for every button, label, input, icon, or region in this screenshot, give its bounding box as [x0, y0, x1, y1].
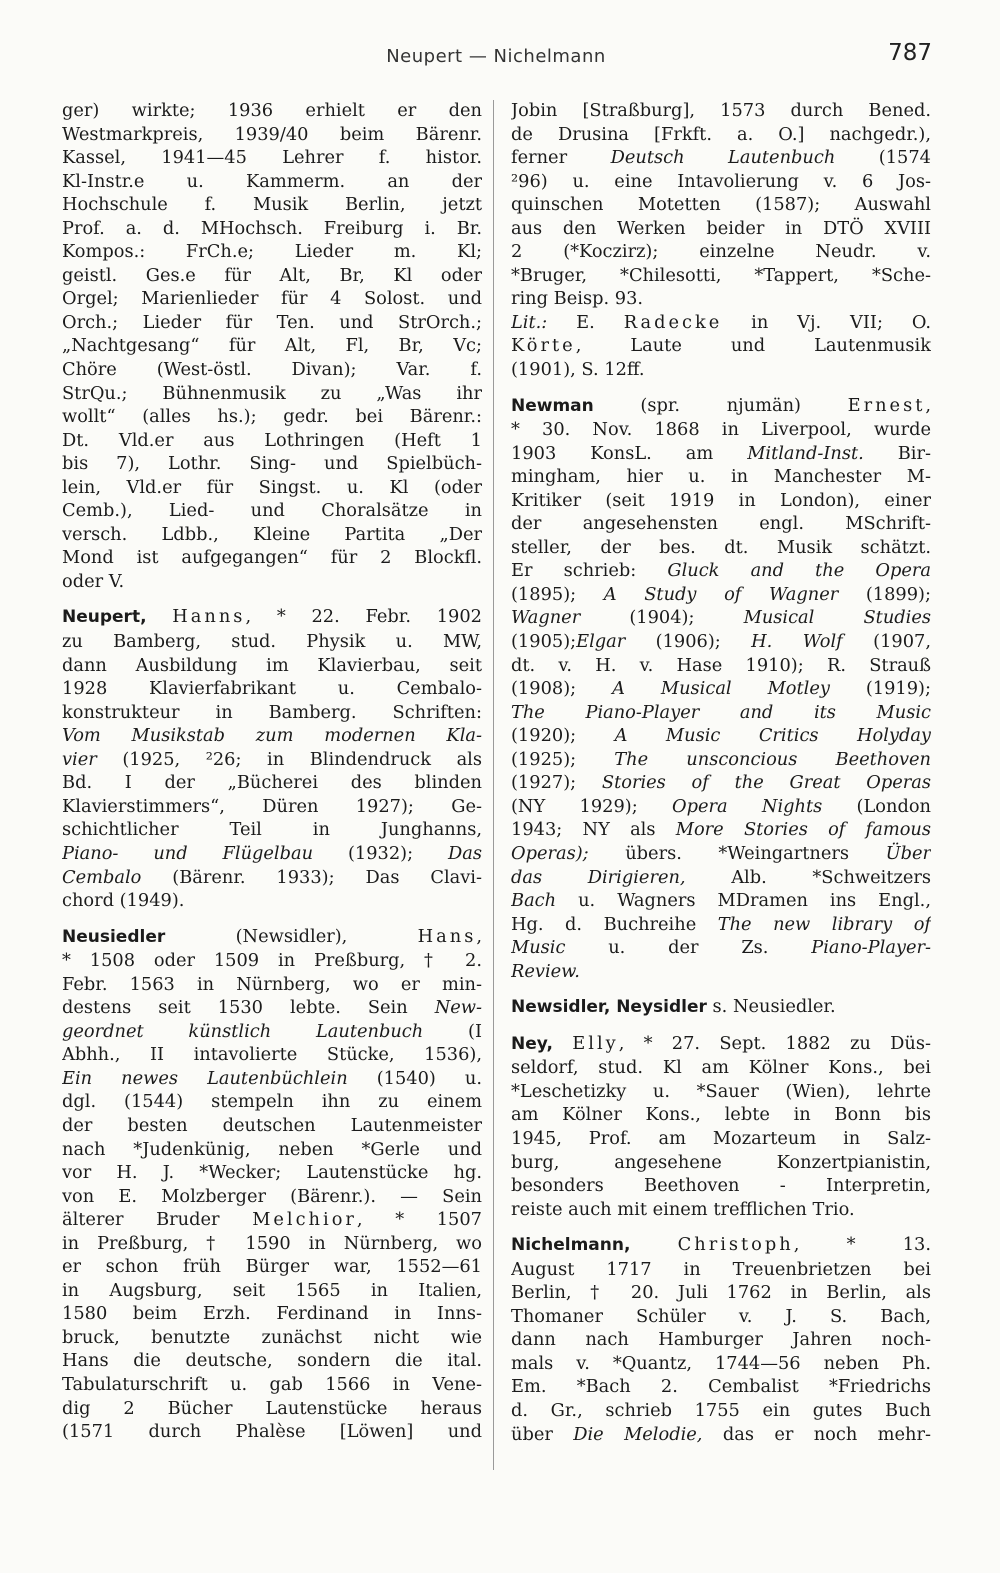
- text-line: Tabulaturschrift u. gab 1566 in Vene-: [62, 1373, 482, 1395]
- title-text: Musical Studies: [743, 607, 931, 629]
- text-line: der besten deutschen Lautenmeister: [62, 1114, 482, 1136]
- text-line: [511, 630, 931, 654]
- text-line: [511, 146, 931, 170]
- title-text: Opera Nights: [672, 795, 823, 817]
- text-line: mingham, hier u. in Manchester M-: [511, 466, 931, 488]
- text-line: [511, 1233, 931, 1258]
- text-line: 2 (*Koczirz); einzelne Neudr. v.: [511, 241, 931, 263]
- text-line: bis 7), Lothr. Sing- und Spielbüch-: [62, 453, 482, 475]
- person-name: Hanns: [172, 606, 246, 628]
- text-run: (1904);: [580, 607, 744, 629]
- text-line: aus den Werken beider in DTÖ XVIII: [511, 217, 931, 239]
- text-run: u. der Zs.: [565, 937, 812, 959]
- text-line: 1928 Klavierfabrikant u. Cembalo-: [62, 678, 482, 700]
- text-line: [62, 925, 482, 950]
- entry-gap: [511, 983, 931, 995]
- text-line: dann Ausbildung im Klavierbau, seit: [62, 654, 482, 676]
- text-line: Thomaner Schüler v. J. S. Bach,: [511, 1305, 931, 1327]
- text-line: * 30. Nov. 1868 in Liverpool, wurde: [511, 419, 931, 441]
- person-name: Elly: [572, 1032, 619, 1054]
- page-header: [60, 40, 932, 80]
- text-run: destens seit 1530 lebte. Sein: [62, 997, 435, 1019]
- title-text: Review.: [511, 960, 580, 982]
- text-run: (1574: [835, 147, 931, 169]
- text-line: [62, 1020, 482, 1044]
- text-line: [511, 442, 931, 466]
- title-text: Piano-Player-: [811, 937, 931, 959]
- person-name: Melchior: [252, 1209, 357, 1231]
- text-run: (1540) u.: [347, 1067, 482, 1089]
- person-name: Ernest: [847, 394, 926, 416]
- title-text: A Study of Wagner: [603, 583, 839, 605]
- text-line: dann nach Hamburger Jahren noch-: [511, 1329, 931, 1351]
- text-line: Klavierstimmers“, Düren 1927); Ge-: [62, 795, 482, 817]
- text-line: * 1508 oder 1509 in Preßburg, † 2.: [62, 950, 482, 972]
- text-line: lein, Vld.er für Singst. u. Kl (oder: [62, 476, 482, 498]
- text-line: 1580 beim Erzh. Ferdinand in Inns-: [62, 1303, 482, 1325]
- text-line: burg, angesehene Konzertpianistin,: [511, 1151, 931, 1173]
- text-line: [511, 866, 931, 890]
- entry-headword: Newman: [511, 395, 594, 416]
- text-line: in Augsburg, seit 1565 in Italien,: [62, 1279, 482, 1301]
- text-line: Mond ist aufgegangen“ für 2 Blockfl.: [62, 547, 482, 569]
- title-text: Bach: [511, 890, 557, 912]
- text-run: , * 22. Febr. 1902: [245, 606, 482, 628]
- text-line: (1571 durch Phalèse [Löwen] und: [62, 1421, 482, 1443]
- text-line: schichtlicher Teil in Junghanns,: [62, 819, 482, 841]
- text-run: [553, 1033, 572, 1054]
- text-line: steller, der bes. dt. Musik schätzt.: [511, 536, 931, 558]
- text-line: mals v. *Quantz, 1744—56 neben Ph.: [511, 1352, 931, 1374]
- text-line: nach *Judenkünig, neben *Gerle und: [62, 1138, 482, 1160]
- title-text: Elgar: [576, 631, 626, 653]
- text-run: (1906);: [625, 631, 752, 653]
- text-run: (1925, ²26; in Blindendruck als: [96, 748, 482, 770]
- text-line: Jobin [Straßburg], 1573 durch Bened.: [511, 100, 931, 121]
- text-line: ²96) u. eine Intavolierung v. 6 Jos-: [511, 170, 931, 192]
- text-line: [511, 394, 931, 419]
- text-run: (1905);: [511, 631, 577, 653]
- text-line: seldorf, stud. Kl am Kölner Kons., bei: [511, 1057, 931, 1079]
- text-line: bruck, benutzte zunächst nicht wie: [62, 1326, 482, 1348]
- text-line: Kritiker (seit 1919 in London), einer: [511, 489, 931, 511]
- text-line: de Drusina [Frkft. a. O.] nachgedr.),: [511, 123, 931, 145]
- running-head: Neupert — Nichelmann: [386, 46, 606, 67]
- entry-headword: Neupert,: [62, 607, 147, 628]
- text-line: er schon früh Bürger war, 1552—61: [62, 1256, 482, 1278]
- text-line: [62, 996, 482, 1020]
- text-line: besonders Beethoven - Interpretin,: [511, 1175, 931, 1197]
- text-line: [511, 606, 931, 630]
- text-line: [511, 913, 931, 937]
- person-name: Christoph: [677, 1234, 794, 1256]
- text-line: [62, 724, 482, 748]
- text-line: [511, 995, 931, 1020]
- title-text: das Dirigieren,: [511, 866, 686, 888]
- text-run: Hg. d. Buchreihe: [511, 913, 718, 935]
- text-line: (1901), S. 12ff.: [511, 359, 645, 381]
- entry-gap: [511, 382, 931, 394]
- text-line: [511, 724, 931, 748]
- text-line: vor H. J. *Wecker; Lautenstücke hg.: [62, 1162, 482, 1184]
- text-line: [511, 311, 931, 335]
- entry-headword: Neusiedler: [62, 926, 166, 947]
- title-text: Die Melodie,: [573, 1423, 703, 1445]
- entry-gap: [62, 913, 482, 925]
- text-line: chord (1949).: [62, 890, 185, 912]
- text-run: u. Wagners MDramen ins Engl.,: [556, 890, 931, 912]
- text-run: (1927);: [511, 772, 602, 794]
- text-run: Alb. *Schweitzers: [685, 866, 931, 888]
- text-run: übers. *Weingartners: [588, 842, 886, 864]
- entry-gap: [62, 593, 482, 605]
- text-line: *Leschetizky u. *Sauer (Wien), lehrte: [511, 1080, 931, 1102]
- text-run: (1920);: [511, 725, 615, 747]
- text-run: (1899);: [838, 583, 931, 605]
- title-text: Gluck and the Opera: [667, 560, 931, 582]
- text-line: Cemb.), Lied- und Choralsätze in: [62, 500, 482, 522]
- right-column: [511, 99, 931, 1446]
- text-line: Febr. 1563 in Nürnberg, wo er min-: [62, 973, 482, 995]
- text-line: Dt. Vld.er aus Lothringen (Heft 1: [62, 429, 482, 451]
- title-text: Ein newes Lautenbüchlein: [62, 1067, 348, 1089]
- title-text: New-: [434, 997, 482, 1019]
- text-run: , * 1507: [356, 1209, 482, 1231]
- text-line: wollt“ (alles hs.); gedr. bei Bärenr.:: [62, 406, 482, 428]
- text-line: [511, 1423, 931, 1447]
- title-text: H. Wolf: [751, 631, 843, 653]
- entry-headword: Nichelmann,: [511, 1235, 631, 1256]
- text-line: [511, 842, 931, 866]
- entry-headword: Newsidler, Neysidler: [511, 997, 707, 1018]
- text-line: d. Gr., schrieb 1755 ein gutes Buch: [511, 1399, 931, 1421]
- text-line: [62, 842, 482, 866]
- entry-gap: [511, 1020, 931, 1032]
- text-run: 1943; NY als: [511, 819, 676, 841]
- title-text: Vom Musikstab zum modernen Kla-: [62, 725, 482, 747]
- text-run: in Vj. VII; O.: [722, 311, 931, 333]
- text-run: ferner: [511, 147, 611, 169]
- title-text: Mitland-Inst.: [747, 442, 864, 464]
- person-name: Hans: [417, 925, 477, 947]
- entry-gap: [511, 1221, 931, 1233]
- text-line: Abhh., II intavolierte Stücke, 1536),: [62, 1044, 482, 1066]
- text-line: [62, 1067, 482, 1091]
- text-line: Bd. I der „Bücherei des blinden: [62, 772, 482, 794]
- text-line: Prof. a. d. MHochsch. Freiburg i. Br.: [62, 217, 482, 239]
- text-run: (1895);: [511, 583, 604, 605]
- text-line: zu Bamberg, stud. Physik u. MW,: [62, 631, 482, 653]
- text-run: 1903 KonsL. am: [511, 442, 748, 464]
- text-line: [511, 583, 931, 607]
- title-text: vier: [62, 748, 97, 770]
- title-text: Lit.:: [511, 311, 548, 333]
- text-line: in Preßburg, † 1590 in Nürnberg, wo: [62, 1232, 482, 1254]
- text-line: Em. *Bach 2. Cembalist *Friedrichs: [511, 1376, 931, 1398]
- text-run: (NY 1929);: [511, 795, 673, 817]
- text-run: (Newsidler),: [165, 925, 418, 947]
- text-run: s. Neusiedler.: [706, 996, 836, 1018]
- text-line: [511, 936, 931, 960]
- text-line: Orch.; Lieder für Ten. und StrOrch.;: [62, 311, 482, 333]
- text-line: Hochschule f. Musik Berlin, jetzt: [62, 194, 482, 216]
- text-run: (I: [423, 1020, 482, 1042]
- text-run: (spr. njumän): [593, 394, 848, 416]
- column-divider: [493, 100, 494, 1470]
- text-run: (1932);: [313, 842, 449, 864]
- text-run: , * 27. Sept. 1882 zu Düs-: [618, 1032, 931, 1054]
- text-line: Kl-Instr.e u. Kammerm. an der: [62, 170, 482, 192]
- text-run: [147, 606, 173, 627]
- title-text: Über: [885, 842, 931, 864]
- text-line: StrQu.; Bühnenmusik zu „Was ihr: [62, 382, 482, 404]
- text-run: Er schrieb:: [511, 560, 668, 582]
- text-run: älterer Bruder: [62, 1209, 253, 1231]
- title-text: Cembalo: [62, 866, 142, 888]
- text-line: 1945, Prof. am Mozarteum in Salz-: [511, 1127, 931, 1149]
- text-run: (London: [822, 795, 931, 817]
- text-line: [511, 677, 931, 701]
- title-text: geordnet künstlich Lautenbuch: [62, 1020, 424, 1042]
- title-text: Stories of the Great Operas: [601, 772, 931, 794]
- text-line: August 1717 in Treuenbrietzen bei: [511, 1258, 931, 1280]
- text-run: [630, 1234, 677, 1255]
- text-run: (1907,: [842, 631, 931, 653]
- text-run: Bir-: [863, 442, 931, 464]
- text-line: reiste auch mit einem trefflichen Trio.: [511, 1198, 855, 1220]
- text-line: [511, 334, 931, 358]
- title-text: More Stories of famous: [675, 819, 931, 841]
- text-line: Westmarkpreis, 1939/40 beim Bärenr.: [62, 123, 482, 145]
- text-line: Kassel, 1941—45 Lehrer f. histor.: [62, 147, 482, 169]
- title-text: The new library of: [717, 913, 931, 935]
- text-line: [511, 701, 931, 725]
- text-line: [62, 866, 482, 890]
- text-line: dgl. (1544) stempeln ihn zu einem: [62, 1091, 482, 1113]
- text-line: geistl. Ges.e für Alt, Br, Kl oder: [62, 264, 482, 286]
- text-line: [511, 771, 931, 795]
- text-line: quinschen Motetten (1587); Auswahl: [511, 194, 931, 216]
- text-line: [511, 818, 931, 842]
- text-line: Kompos.: FrCh.e; Lieder m. Kl;: [62, 241, 482, 263]
- text-run: das er noch mehr-: [702, 1423, 931, 1445]
- text-line: [511, 1032, 931, 1057]
- text-run: über: [511, 1423, 574, 1445]
- text-line: [62, 1208, 482, 1232]
- title-text: A Musical Motley: [612, 678, 830, 700]
- text-line: [511, 889, 931, 913]
- text-line: [511, 748, 931, 772]
- text-line: Hans die deutsche, sondern die ital.: [62, 1350, 482, 1372]
- text-run: (Bärenr. 1933); Das Clavi-: [141, 866, 482, 888]
- page-number: 787: [888, 40, 932, 66]
- text-run: (1908);: [511, 678, 613, 700]
- title-text: Music: [511, 937, 566, 959]
- text-line: dt. v. H. v. Hase 1910); R. Strauß: [511, 654, 931, 676]
- text-line: [511, 559, 931, 583]
- text-line: konstrukteur in Bamberg. Schriften:: [62, 701, 482, 723]
- text-line: Chöre (West-östl. Divan); Var. f.: [62, 359, 482, 381]
- text-line: versch. Ldbb., Kleine Partita „Der: [62, 523, 482, 545]
- text-line: dig 2 Bücher Lautenstücke heraus: [62, 1397, 482, 1419]
- text-run: , * 13.: [793, 1234, 931, 1256]
- title-text: Wagner: [511, 607, 581, 629]
- text-run: ,: [476, 925, 482, 947]
- title-text: Das: [448, 842, 482, 864]
- text-line: der angesehensten engl. MSchrift-: [511, 513, 931, 535]
- entry-headword: Ney,: [511, 1033, 553, 1054]
- title-text: Deutsch Lautenbuch: [610, 147, 836, 169]
- title-text: The unsconcious Beethoven: [614, 748, 931, 770]
- text-line: Orgel; Marienlieder für 4 Solost. und: [62, 288, 482, 310]
- text-line: [62, 605, 482, 630]
- text-run: ,: [925, 394, 931, 416]
- text-line: oder V.: [62, 570, 125, 592]
- text-line: am Kölner Kons., lebte in Bonn bis: [511, 1104, 931, 1126]
- text-line: [511, 960, 931, 984]
- text-run: (1925);: [511, 748, 615, 770]
- text-run: (1919);: [829, 678, 931, 700]
- title-text: Piano- und Flügelbau: [62, 842, 314, 864]
- person-name: Körte: [511, 335, 576, 357]
- text-run: E.: [547, 311, 624, 333]
- left-column: [62, 99, 482, 1444]
- text-line: von E. Molzberger (Bärenr.). — Sein: [62, 1185, 482, 1207]
- person-name: Radecke: [623, 311, 723, 333]
- title-text: A Music Critics Holyday: [614, 725, 931, 747]
- text-line: ger) wirkte; 1936 erhielt er den: [62, 100, 482, 121]
- text-line: [511, 795, 931, 819]
- title-text: The Piano-Player and its Music: [511, 701, 931, 723]
- text-line: „Nachtgesang“ für Alt, Fl, Br, Vc;: [62, 335, 482, 357]
- text-run: , Laute und Lautenmusik: [575, 335, 931, 357]
- text-line: *Bruger, *Chilesotti, *Tappert, *Sche-: [511, 264, 931, 286]
- text-line: [62, 748, 482, 772]
- title-text: Operas);: [511, 842, 589, 864]
- text-line: Berlin, † 20. Juli 1762 in Berlin, als: [511, 1282, 931, 1304]
- text-line: ring Beisp. 93.: [511, 288, 644, 310]
